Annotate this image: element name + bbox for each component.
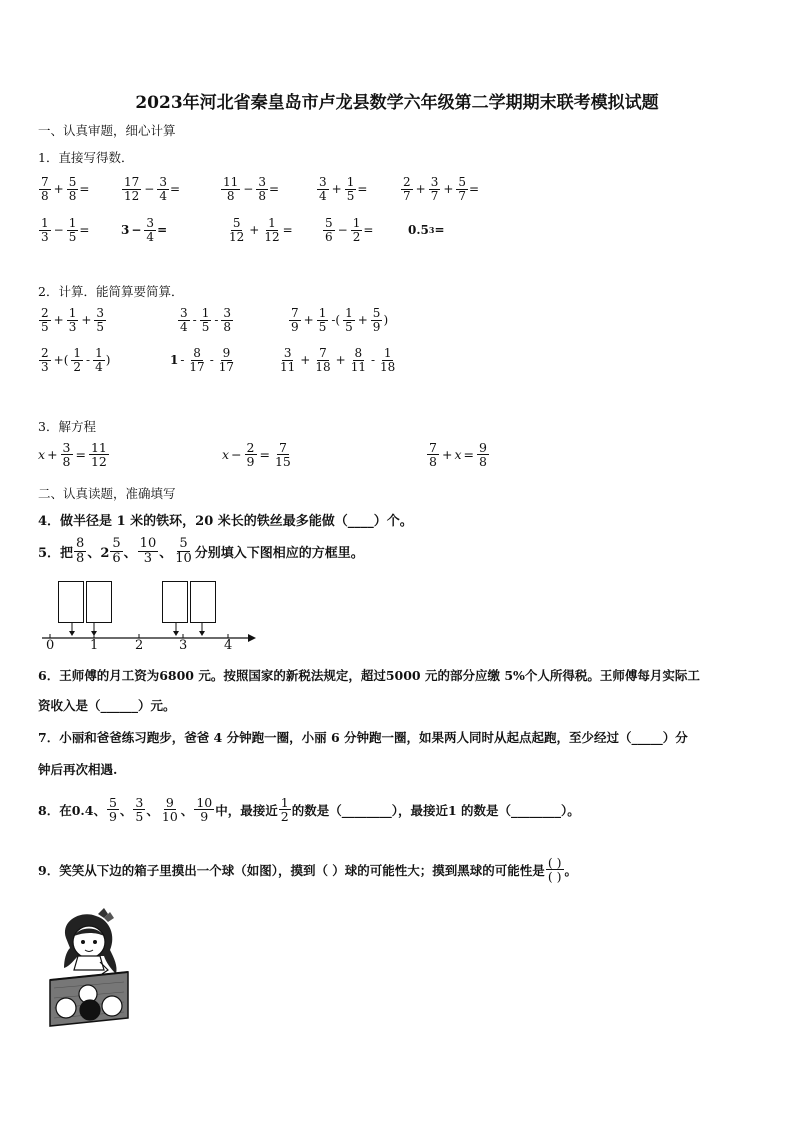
- section-heading-1: 一、认真审题，细心计算: [38, 123, 176, 138]
- q1-expr-5: $\frac{2}{7}$ + $\frac{3}{7}$ + $\frac{5}{7}$ =: [403, 175, 480, 203]
- question-8: 8．在0.4、 $\frac{5}{9}$ 、 $\frac{3}{5}$ 、 $\frac{9}{10}$ 、 $\frac{10}{9}$ 中，最接近 $\frac{1}{2}$ 的数是（________），最接近1 的数是（________）。: [38, 795, 580, 825]
- question-9: 9．笑笑从下边的箱子里摸出一个球（如图），摸到（ ）球的可能性大；摸到黑球的可能性是 $\frac{( )}{( )}$ 。: [38, 855, 578, 885]
- answer-box-4: [190, 581, 216, 623]
- tick-label-3: 3: [179, 638, 188, 653]
- answer-box-1: [58, 581, 84, 623]
- answer-box-2: [86, 581, 112, 623]
- question-2-label: 2．计算．能简算要简算．: [38, 284, 184, 299]
- q2-expr-5: 1 - $\frac{8}{17}$ - $\frac{9}{17}$: [170, 346, 235, 374]
- section-heading-2: 二、认真读题，准确填写: [38, 486, 176, 501]
- question-6-line-2: 资收入是（______）元。: [38, 698, 176, 713]
- question-1-label: 1．直接写得数．: [38, 150, 134, 165]
- answer-box-3: [162, 581, 188, 623]
- girl-with-ball-box-illustration: [44, 908, 136, 1030]
- q1-expr-9: $\frac{5}{6}$ − $\frac{1}{2}$ =: [325, 216, 374, 244]
- tick-label-0: 0: [46, 638, 55, 653]
- question-5: 5．把 $\frac{8}{8}$ 、2 $\frac{5}{6}$ 、 $\frac{10}{3}$ 、 $\frac{5}{10}$ 分别填入下图相应的方框里。: [38, 536, 364, 566]
- q3-equation-2: x − $\frac{2}{9}$ = $\frac{7}{15}$: [222, 440, 291, 470]
- tick-label-4: 4: [224, 638, 233, 653]
- q2-expr-1: $\frac{2}{5}$ + $\frac{1}{3}$ + $\frac{3}{5}$: [41, 306, 105, 334]
- q1-expr-2: $\frac{17}{12}$ − $\frac{3}{4}$ =: [124, 175, 181, 203]
- q2-expr-4: $\frac{2}{3}$ +( $\frac{1}{2}$ - $\frac{1}{4}$ ): [41, 346, 111, 374]
- question-7-line-2: 钟后再次相遇.: [38, 762, 118, 777]
- q1-expr-10: 0.5 3 =: [408, 223, 445, 237]
- tick-label-2: 2: [135, 638, 144, 653]
- q1-expr-6: $\frac{1}{3}$ − $\frac{1}{5}$ =: [41, 216, 90, 244]
- question-3-label: 3．解方程: [38, 419, 96, 434]
- q3-equation-3: $\frac{7}{8}$ + x = $\frac{9}{8}$: [429, 440, 487, 470]
- question-7-line-1: 7．小丽和爸爸练习跑步，爸爸 4 分钟跑一圈，小丽 6 分钟跑一圈，如果两人同时从起点起跑，至少经过（_____）分: [38, 730, 688, 745]
- q3-equation-1: x + $\frac{3}{8}$ = $\frac{11}{12}$: [38, 440, 107, 470]
- q2-expr-2: $\frac{3}{4}$ - $\frac{1}{5}$ - $\frac{3}{8}$: [180, 306, 232, 334]
- question-6-line-1: 6．王师傅的月工资为6800 元。按照国家的新税法规定，超过5000 元的部分应缴 5%个人所得税。王师傅每月实际工: [38, 668, 700, 683]
- q1-expr-7: 3 − $\frac{3}{4}$ =: [121, 216, 168, 244]
- tick-label-1: 1: [90, 638, 99, 653]
- q1-expr-1: $\frac{7}{8}$ + $\frac{5}{8}$ =: [41, 175, 90, 203]
- q1-expr-3: $\frac{11}{8}$ − $\frac{3}{8}$ =: [223, 175, 280, 203]
- q1-expr-4: $\frac{3}{4}$ + $\frac{1}{5}$ =: [319, 175, 368, 203]
- q2-expr-3: $\frac{7}{9}$ + $\frac{1}{5}$ -( $\frac{1}{5}$ + $\frac{5}{9}$ ): [291, 306, 389, 334]
- page-title: 2023年河北省秦皇岛市卢龙县数学六年级第二学期期末联考模拟试题: [135, 93, 659, 113]
- q1-expr-8: $\frac{5}{12}$ + $\frac{1}{12}$ =: [229, 216, 293, 244]
- q2-expr-6: $\frac{3}{11}$ + $\frac{7}{18}$ + $\frac{8}{11}$ - $\frac{1}{18}$: [280, 346, 396, 374]
- question-4: 4．做半径是 1 米的铁环，20 米长的铁丝最多能做（____）个。: [38, 514, 413, 529]
